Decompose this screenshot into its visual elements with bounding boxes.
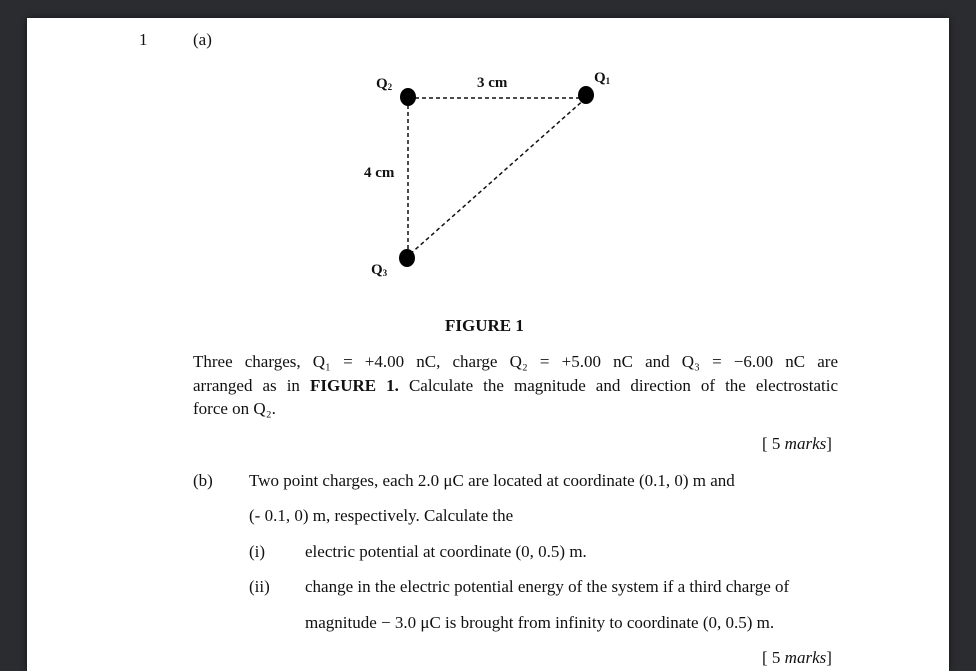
label-3cm: 3 cm — [477, 75, 508, 91]
part-b-label: (b) — [193, 471, 213, 490]
charge-q2-dot — [400, 88, 416, 106]
part-a-line-1: Three charges, Q₁ = +4.00 nC, charge Q₂ = +5.00 nC and Q₃ = −6.00 nC are — [193, 352, 838, 371]
part-a-line-3: force on Q₂. — [193, 399, 276, 418]
part-a-text — [193, 350, 838, 421]
marks-b: [ 5 marks] — [762, 648, 832, 667]
label-q3: $Q_3$ — [371, 262, 388, 278]
sub-i-text: electric potential at coordinate (0, 0.5) m. — [305, 542, 587, 561]
part-a-label: (a) — [193, 30, 212, 49]
sub-ii-line-1: change in the electric potential energy of the system if a third charge of — [305, 577, 790, 596]
label-4cm: 4 cm — [364, 165, 395, 181]
charge-q1-dot — [578, 86, 594, 104]
part-a-line-2: arranged as in FIGURE 1. Calculate the magnitude and direction of the electrostatic — [193, 375, 838, 395]
sub-ii-label: (ii) — [249, 577, 270, 596]
marks-a: [ 5 marks] — [762, 434, 832, 453]
dashed-line-q1-q3 — [408, 98, 586, 256]
part-b-line-1: Two point charges, each 2.0 μC are located at coordinate (0.1, 0) m and — [249, 471, 735, 490]
sub-ii-line-2: magnitude − 3.0 μC is brought from infinity to coordinate (0, 0.5) m. — [305, 613, 775, 632]
sub-i-label: (i) — [249, 542, 266, 561]
charge-q3-dot — [399, 249, 415, 267]
figure-caption: FIGURE 1 — [445, 316, 524, 335]
label-q1: $Q_1$ — [594, 70, 611, 86]
part-b-line-2: (- 0.1, 0) m, respectively. Calculate the — [249, 506, 514, 525]
question-number: 1 — [139, 30, 148, 49]
label-q2: $Q_2$ — [376, 76, 393, 92]
